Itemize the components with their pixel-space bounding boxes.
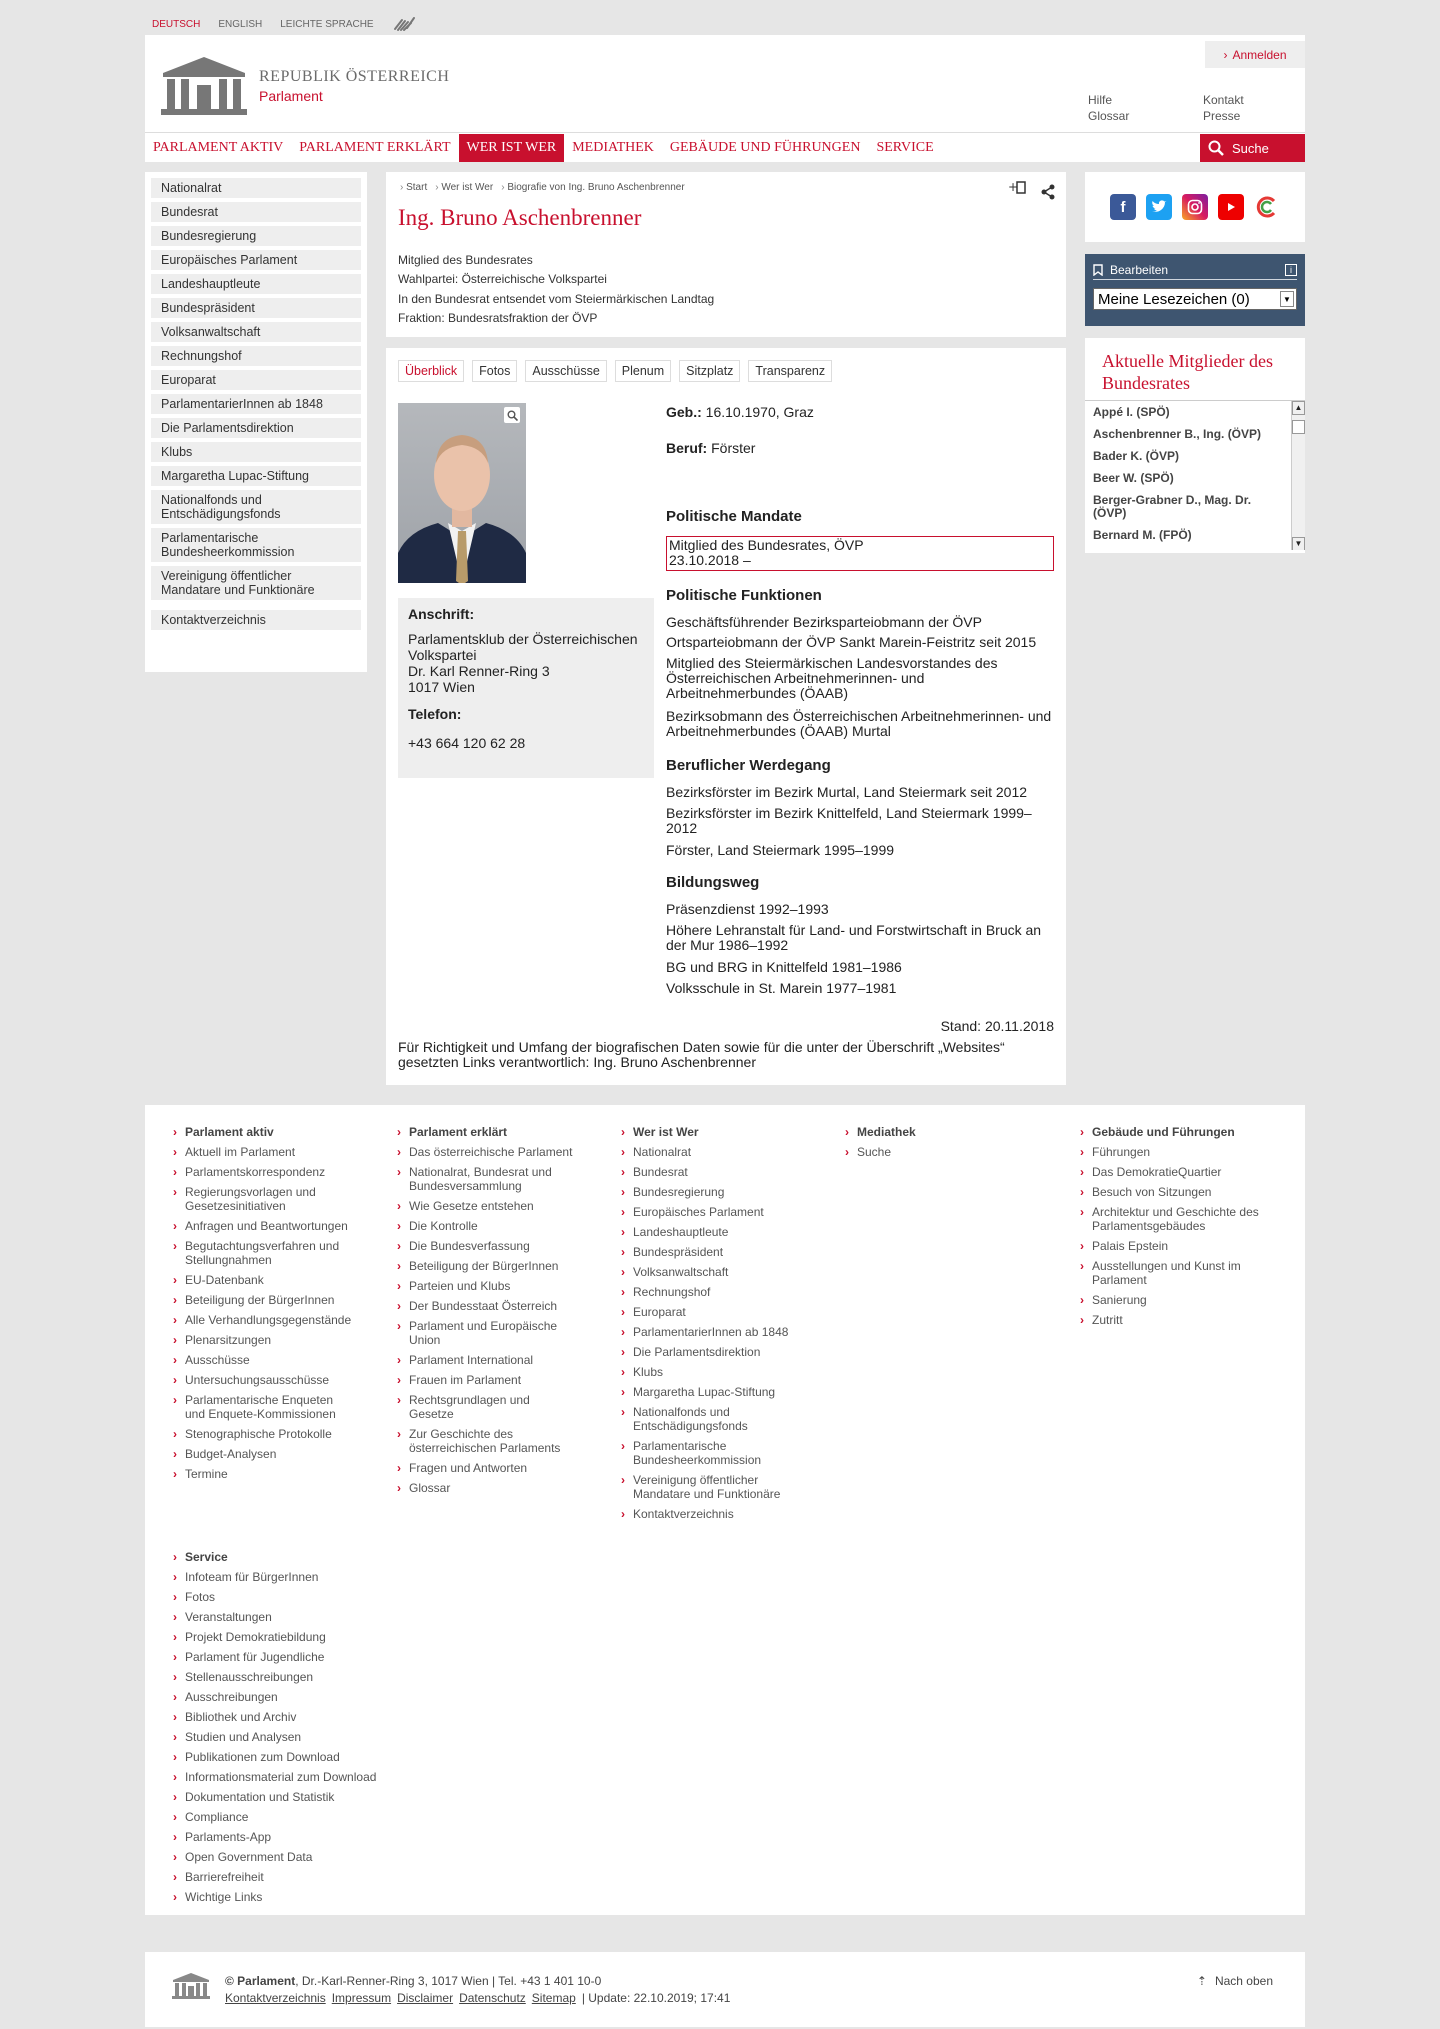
- footer-link[interactable]: › Bibliothek und Archiv: [173, 1710, 393, 1724]
- profile-header: [386, 172, 1066, 337]
- nav-service[interactable]: SERVICE: [876, 139, 934, 155]
- mandate-heading: Politische Mandate: [666, 508, 802, 525]
- bookmark-add-icon[interactable]: [1008, 180, 1028, 196]
- funktion-item: Mitglied des Steiermärkischen Landesvorstandes des Österreichischen Arbeitnehmerinnen- und Arbeitnehmerbundes (ÖAAB): [666, 655, 998, 701]
- info-icon[interactable]: i: [1285, 264, 1297, 276]
- sidebar-item-kontaktverzeichnis[interactable]: Kontaktverzeichnis: [151, 610, 361, 630]
- sidebar-item-rechnungshof[interactable]: Rechnungshof: [151, 346, 361, 366]
- footer-link[interactable]: › Zur Geschichte des österreichischen Parlaments: [397, 1427, 577, 1455]
- members-title: Aktuelle Mitglieder des Bundesrates: [1102, 351, 1273, 393]
- footer-link[interactable]: › Plenarsitzungen: [173, 1333, 353, 1347]
- footer-link[interactable]: › Ausschüsse: [173, 1353, 353, 1367]
- footer: [145, 1105, 1305, 1915]
- footer-link[interactable]: › Informationsmaterial zum Download: [173, 1770, 393, 1784]
- disclaimer-text: Für Richtigkeit und Umfang der biografischen Daten sowie für die unter der Überschrift „Websites“ gesetzten Links verantwortlich: Ing. Bruno Aschenbrenner: [398, 1039, 1005, 1070]
- tab-fotos[interactable]: Fotos: [472, 360, 517, 382]
- footer-link[interactable]: › Projekt Demokratiebildung: [173, 1630, 393, 1644]
- svg-text:+: +: [1008, 180, 1019, 194]
- funktion-item: Bezirksobmann des Österreichischen Arbeitnehmerinnen- und Arbeitnehmerbundes (ÖAAB) Murtal: [666, 708, 1052, 739]
- back-to-top-button[interactable]: [1197, 1974, 1273, 1988]
- footer-link[interactable]: › Anfragen und Beantwortungen: [173, 1219, 353, 1233]
- footer-link[interactable]: › Besuch von Sitzungen: [1080, 1185, 1260, 1199]
- members-panel: [1085, 338, 1305, 553]
- footer-heading[interactable]: › Wer ist Wer: [621, 1125, 801, 1139]
- back-to-top-label: Nach oben: [1214, 1974, 1273, 1988]
- footer-link[interactable]: › Das österreichische Parlament: [397, 1145, 577, 1159]
- footer-link[interactable]: › Wie Gesetze entstehen: [397, 1199, 577, 1213]
- lang-leichte-sprache[interactable]: LEICHTE SPRACHE: [280, 19, 374, 30]
- footer-link[interactable]: › Suche: [845, 1145, 1025, 1159]
- sidebar: [145, 172, 367, 672]
- login-label: Anmelden: [1232, 47, 1287, 62]
- footer-link[interactable]: › Budget-Analysen: [173, 1447, 353, 1461]
- bottom-update: | Update: 22.10.2019; 17:41: [581, 1991, 731, 2005]
- anschrift-label: Anschrift:: [408, 606, 475, 622]
- scroll-thumb[interactable]: [1292, 420, 1305, 434]
- footer-link[interactable]: › Der Bundesstaat Österreich: [397, 1299, 577, 1313]
- mandate-line-2: 23.10.2018 –: [669, 552, 751, 568]
- footer-link[interactable]: › Führungen: [1080, 1145, 1260, 1159]
- tab-ueberblick[interactable]: Überblick: [398, 360, 464, 382]
- footer-col-parlament-erklaert: [397, 1125, 577, 1501]
- arrow-up-icon: ⇡: [1196, 1974, 1207, 1988]
- footer-link[interactable]: › Infoteam für BürgerInnen: [173, 1570, 393, 1584]
- member-item[interactable]: Berger-Grabner D., Mag. Dr. (ÖVP): [1093, 493, 1252, 520]
- footer-heading[interactable]: › Gebäude und Führungen: [1080, 1125, 1260, 1139]
- telefon-label: Telefon:: [408, 706, 462, 722]
- bottom-link-sitemap[interactable]: Sitemap: [531, 1991, 576, 2005]
- footer-col-parlament-aktiv: [173, 1125, 353, 1487]
- sidebar-item-europarat[interactable]: Europarat: [151, 370, 361, 390]
- bearbeiten-label[interactable]: Bearbeiten: [1110, 262, 1169, 277]
- address-line-4: 1017 Wien: [408, 679, 475, 695]
- sidebar-item-bundesregierung[interactable]: Bundesregierung: [151, 226, 361, 246]
- bildung-item: Präsenzdienst 1992–1993: [666, 901, 829, 917]
- footer-link[interactable]: › Rechtsgrundlagen und Gesetze: [397, 1393, 577, 1421]
- stand-date: Stand: 20.11.2018: [940, 1018, 1054, 1034]
- footer-link[interactable]: › Veranstaltungen: [173, 1610, 393, 1624]
- footer-link[interactable]: › Klubs: [621, 1365, 801, 1379]
- parlament-logo[interactable]: [159, 55, 449, 117]
- footer-link[interactable]: › Ausschreibungen: [173, 1690, 393, 1704]
- geb-value: 16.10.1970, Graz: [705, 404, 814, 420]
- footer-link[interactable]: › Palais Epstein: [1080, 1239, 1260, 1253]
- breadcrumb-wer-ist-wer[interactable]: › Wer ist Wer: [435, 182, 493, 193]
- info-wahlpartei: Wahlpartei: Österreichische Volkspartei: [398, 272, 607, 286]
- sidebar-item-bundespraesident[interactable]: Bundespräsident: [151, 298, 361, 318]
- footer-link[interactable]: › Rechnungshof: [621, 1285, 801, 1299]
- bildung-item: BG und BRG in Knittelfeld 1981–1986: [666, 959, 902, 975]
- nav-wer-ist-wer[interactable]: WER IST WER: [459, 134, 565, 162]
- beruf-row: [666, 440, 755, 456]
- lesezeichen-select[interactable]: [1093, 288, 1297, 310]
- sign-language-icon[interactable]: [392, 14, 418, 35]
- footer-link[interactable]: › Parlament für Jugendliche: [173, 1650, 393, 1664]
- lang-english[interactable]: ENGLISH: [218, 19, 263, 30]
- member-item[interactable]: Beer W. (SPÖ): [1093, 471, 1174, 485]
- info-fraktion: Fraktion: Bundesratsfraktion der ÖVP: [398, 311, 598, 325]
- beruf-label: Beruf:: [666, 440, 708, 456]
- sidebar-item-bundesheerkommission[interactable]: Parlamentarische Bundesheerkommission: [151, 528, 361, 562]
- nav-parlament-aktiv[interactable]: PARLAMENT AKTIV: [153, 139, 284, 155]
- member-item[interactable]: Appé I. (SPÖ): [1093, 405, 1170, 419]
- address-line-2: Volkspartei: [408, 647, 477, 663]
- footer-link[interactable]: › Die Parlamentsdirektion: [621, 1345, 801, 1359]
- footer-link[interactable]: › Parlamentskorrespondenz: [173, 1165, 353, 1179]
- footer-col-gebaeude: [1080, 1125, 1260, 1333]
- funktion-item: Ortsparteiobmann der ÖVP Sankt Marein-Feistritz seit 2015: [666, 634, 1037, 650]
- search-button[interactable]: [1200, 134, 1305, 162]
- footer-link[interactable]: › Termine: [173, 1467, 353, 1481]
- bottom-links: [225, 1991, 730, 2005]
- footer-link[interactable]: › Nationalfonds und Entschädigungsfonds: [621, 1405, 801, 1433]
- beruf-value: Förster: [711, 440, 756, 456]
- nav-mediathek[interactable]: MEDIATHEK: [572, 139, 654, 155]
- footer-link[interactable]: › Publikationen zum Download: [173, 1750, 393, 1764]
- chevron-right-icon: ›: [1223, 47, 1228, 62]
- footer-heading[interactable]: › Parlament aktiv: [173, 1125, 353, 1139]
- bildung-item: Volksschule in St. Marein 1977–1981: [666, 980, 897, 996]
- tab-plenum[interactable]: Plenum: [615, 360, 671, 382]
- tab-transparenz[interactable]: Transparenz: [748, 360, 832, 382]
- instagram-icon[interactable]: [1182, 194, 1208, 220]
- kontakt-link[interactable]: Kontakt: [1203, 93, 1244, 107]
- footer-link[interactable]: › Beteiligung der BürgerInnen: [397, 1259, 577, 1273]
- footer-link[interactable]: › Parlament und Europäische Union: [397, 1319, 577, 1347]
- bottom-address: , Dr.-Karl-Renner-Ring 3, 1017 Wien | Tel. +43 1 401 10-0: [295, 1974, 602, 1988]
- funktion-item: Geschäftsführender Bezirksparteiobmann der ÖVP: [666, 614, 982, 630]
- bookmarks-panel: [1085, 254, 1305, 326]
- footer-link[interactable]: › Regierungsvorlagen und Gesetzesinitiativen: [173, 1185, 353, 1213]
- sidebar-item-parlamentarier[interactable]: ParlamentarierInnen ab 1848: [151, 394, 361, 414]
- bookmarks-header: [1093, 260, 1297, 280]
- share-icon[interactable]: [1040, 184, 1056, 200]
- werdegang-heading: Beruflicher Werdegang: [666, 757, 831, 774]
- address-line-3: Dr. Karl Renner-Ring 3: [408, 663, 550, 679]
- footer-link[interactable]: › Wichtige Links: [173, 1890, 393, 1904]
- footer-link[interactable]: › Stellenausschreibungen: [173, 1670, 393, 1684]
- zoom-icon[interactable]: [504, 407, 520, 423]
- scroll-up-icon[interactable]: ▲: [1292, 401, 1305, 415]
- profile-content: [386, 348, 1066, 1085]
- footer-link[interactable]: › Compliance: [173, 1810, 393, 1824]
- footer-link[interactable]: › Europäisches Parlament: [621, 1205, 801, 1219]
- language-bar: [152, 14, 418, 35]
- site-header: [145, 35, 1305, 132]
- footer-link[interactable]: › Bundesrat: [621, 1165, 801, 1179]
- footer-link[interactable]: › Fragen und Antworten: [397, 1461, 577, 1475]
- geb-row: [666, 404, 814, 420]
- footer-link[interactable]: › Die Bundesverfassung: [397, 1239, 577, 1253]
- contact-box: [398, 598, 654, 778]
- member-item[interactable]: Aschenbrenner B., Ing. (ÖVP): [1093, 427, 1262, 441]
- footer-link[interactable]: › Ausstellungen und Kunst im Parlament: [1080, 1259, 1260, 1287]
- members-scrollbar[interactable]: [1291, 401, 1305, 550]
- sidebar-item-parlamentsdirektion[interactable]: Die Parlamentsdirektion: [151, 418, 361, 438]
- sidebar-item-landeshauptleute[interactable]: Landeshauptleute: [151, 274, 361, 294]
- bookmark-icon: [1093, 264, 1103, 276]
- member-item[interactable]: Bernard M. (FPÖ): [1093, 528, 1192, 542]
- footer-link[interactable]: › Sanierung: [1080, 1293, 1260, 1307]
- footer-heading[interactable]: › Parlament erklärt: [397, 1125, 577, 1139]
- bottom-link-impressum[interactable]: Impressum: [331, 1991, 392, 2005]
- footer-link[interactable]: › Dokumentation und Statistik: [173, 1790, 393, 1804]
- search-icon: [1208, 140, 1224, 156]
- werdegang-item: Bezirksförster im Bezirk Murtal, Land Steiermark seit 2012: [666, 784, 1028, 800]
- footer-link[interactable]: › Beteiligung der BürgerInnen: [173, 1293, 353, 1307]
- social-media-bar: [1085, 172, 1305, 242]
- tab-sitzplatz[interactable]: Sitzplatz: [679, 360, 740, 382]
- parliament-building-icon: [159, 55, 249, 117]
- footer-link[interactable]: › Frauen im Parlament: [397, 1373, 577, 1387]
- youtube-icon[interactable]: [1218, 194, 1244, 220]
- footer-col-mediathek: [845, 1125, 1025, 1165]
- bottom-address-line: [225, 1974, 601, 1988]
- footer-link[interactable]: › Untersuchungsausschüsse: [173, 1373, 353, 1387]
- footer-link[interactable]: › Das DemokratieQuartier: [1080, 1165, 1260, 1179]
- footer-link[interactable]: › Barrierefreiheit: [173, 1870, 393, 1884]
- footer-link[interactable]: › ParlamentarierInnen ab 1848: [621, 1325, 801, 1339]
- breadcrumb: [400, 182, 685, 193]
- parliament-small-icon: [171, 1972, 211, 2000]
- info-entsendet: In den Bundesrat entsendet vom Steiermärkischen Landtag: [398, 292, 715, 306]
- demokratiewebstatt-icon[interactable]: [1254, 194, 1280, 220]
- footer-link[interactable]: › Stenographische Protokolle: [173, 1427, 353, 1441]
- bottom-link-disclaimer[interactable]: Disclaimer: [397, 1991, 454, 2005]
- search-label: Suche: [1232, 140, 1269, 156]
- sidebar-item-volksanwaltschaft[interactable]: Volksanwaltschaft: [151, 322, 361, 342]
- footer-link[interactable]: › Zutritt: [1080, 1313, 1260, 1327]
- bottom-org: © Parlament: [225, 1974, 296, 1988]
- sidebar-item-vereinigung[interactable]: Vereinigung öffentlicher Mandatare und Funktionäre: [151, 566, 361, 600]
- footer-link[interactable]: › Aktuell im Parlament: [173, 1145, 353, 1159]
- tab-bar: [398, 360, 832, 382]
- bottom-link-datenschutz[interactable]: Datenschutz: [459, 1991, 526, 2005]
- members-list: [1085, 400, 1305, 550]
- footer-link[interactable]: › Vereinigung öffentlicher Mandatare und Funktionäre: [621, 1473, 801, 1501]
- footer-link[interactable]: › Parlamentarische Enqueten und Enquete-Kommissionen: [173, 1393, 353, 1421]
- footer-link[interactable]: › Bundesregierung: [621, 1185, 801, 1199]
- lesezeichen-value: Meine Lesezeichen (0): [1098, 290, 1250, 308]
- twitter-icon[interactable]: [1146, 194, 1172, 220]
- bildung-heading: Bildungsweg: [666, 874, 760, 891]
- tab-ausschuesse[interactable]: Ausschüsse: [525, 360, 606, 382]
- werdegang-item: Bezirksförster im Bezirk Knittelfeld, Land Steiermark 1999–2012: [666, 805, 1032, 836]
- logo-title: REPUBLIK ÖSTERREICH: [259, 68, 450, 85]
- footer-link[interactable]: › Fotos: [173, 1590, 393, 1604]
- footer-link[interactable]: › Alle Verhandlungsgegenstände: [173, 1313, 353, 1327]
- werdegang-item: Förster, Land Steiermark 1995–1999: [666, 842, 895, 858]
- footer-link[interactable]: › Volksanwaltschaft: [621, 1265, 801, 1279]
- bottom-bar: [145, 1952, 1305, 2027]
- scroll-down-icon[interactable]: ▼: [1292, 537, 1305, 550]
- lang-deutsch[interactable]: DEUTSCH: [152, 19, 201, 30]
- breadcrumb-start[interactable]: › Start: [400, 182, 427, 193]
- footer-link[interactable]: › Kontaktverzeichnis: [621, 1507, 801, 1521]
- footer-link[interactable]: › Parteien und Klubs: [397, 1279, 577, 1293]
- login-button[interactable]: [1205, 41, 1305, 68]
- footer-col-service: [173, 1550, 393, 1910]
- footer-link[interactable]: › EU-Datenbank: [173, 1273, 353, 1287]
- footer-link[interactable]: › Europarat: [621, 1305, 801, 1319]
- footer-link[interactable]: › Glossar: [397, 1481, 577, 1495]
- sidebar-item-klubs[interactable]: Klubs: [151, 442, 361, 462]
- header-links-left: [1088, 92, 1129, 124]
- hilfe-link[interactable]: Hilfe: [1088, 93, 1113, 107]
- header-links-right: [1203, 92, 1244, 124]
- glossar-link[interactable]: Glossar: [1088, 109, 1130, 123]
- footer-link[interactable]: › Parlamentarische Bundesheerkommission: [621, 1439, 801, 1467]
- member-item[interactable]: Bader K. (ÖVP): [1093, 449, 1180, 463]
- footer-link[interactable]: › Die Kontrolle: [397, 1219, 577, 1233]
- footer-link[interactable]: › Nationalrat: [621, 1145, 801, 1159]
- footer-link[interactable]: › Studien und Analysen: [173, 1730, 393, 1744]
- bottom-link-kontaktverzeichnis[interactable]: Kontaktverzeichnis: [225, 1991, 326, 2005]
- presse-link[interactable]: Presse: [1203, 109, 1241, 123]
- mandate-box: [666, 536, 1054, 571]
- geb-label: Geb.:: [666, 404, 702, 420]
- funktionen-heading: Politische Funktionen: [666, 587, 822, 604]
- sidebar-item-bundesrat[interactable]: Bundesrat: [151, 202, 361, 222]
- main-nav: [145, 132, 1305, 162]
- footer-link[interactable]: › Parlaments-App: [173, 1830, 393, 1844]
- footer-heading[interactable]: › Mediathek: [845, 1125, 1025, 1139]
- footer-heading[interactable]: › Service: [173, 1550, 393, 1564]
- info-mitglied: Mitglied des Bundesrates: [398, 253, 533, 267]
- footer-link[interactable]: › Bundespräsident: [621, 1245, 801, 1259]
- sidebar-item-eu-parlament[interactable]: Europäisches Parlament: [151, 250, 361, 270]
- footer-link[interactable]: › Open Government Data: [173, 1850, 393, 1864]
- footer-link[interactable]: › Begutachtungsverfahren und Stellungnahmen: [173, 1239, 353, 1267]
- footer-link[interactable]: › Landeshauptleute: [621, 1225, 801, 1239]
- breadcrumb-current: › Biografie von Ing. Bruno Aschenbrenner: [501, 182, 684, 193]
- footer-link[interactable]: › Parlament International: [397, 1353, 577, 1367]
- chevron-down-icon: ▼: [1280, 291, 1294, 307]
- sidebar-item-nationalrat[interactable]: Nationalrat: [151, 178, 361, 198]
- bildung-item: Höhere Lehranstalt für Land- und Forstwirtschaft in Bruck an der Mur 1986–1992: [666, 922, 1042, 953]
- page-title: Ing. Bruno Aschenbrenner: [398, 205, 642, 230]
- nav-gebaeude[interactable]: GEBÄUDE UND FÜHRUNGEN: [669, 139, 861, 155]
- footer-link[interactable]: › Margaretha Lupac-Stiftung: [621, 1385, 801, 1399]
- mandate-line-1: Mitglied des Bundesrates, ÖVP: [669, 537, 864, 553]
- facebook-icon[interactable]: f: [1110, 194, 1136, 220]
- portrait-photo[interactable]: [398, 403, 526, 583]
- phone-number: +43 664 120 62 28: [408, 735, 526, 751]
- sidebar-item-lupac[interactable]: Margaretha Lupac-Stiftung: [151, 466, 361, 486]
- nav-parlament-erklaert[interactable]: PARLAMENT ERKLÄRT: [299, 139, 451, 155]
- address-line-1: Parlamentsklub der Österreichischen: [408, 631, 638, 647]
- footer-link[interactable]: › Architektur und Geschichte des Parlamentsgebäudes: [1080, 1205, 1260, 1233]
- logo-subtitle: Parlament: [259, 88, 323, 104]
- footer-link[interactable]: › Nationalrat, Bundesrat und Bundesversammlung: [397, 1165, 577, 1193]
- footer-col-wer-ist-wer: [621, 1125, 801, 1527]
- sidebar-item-nationalfonds[interactable]: Nationalfonds und Entschädigungsfonds: [151, 490, 361, 524]
